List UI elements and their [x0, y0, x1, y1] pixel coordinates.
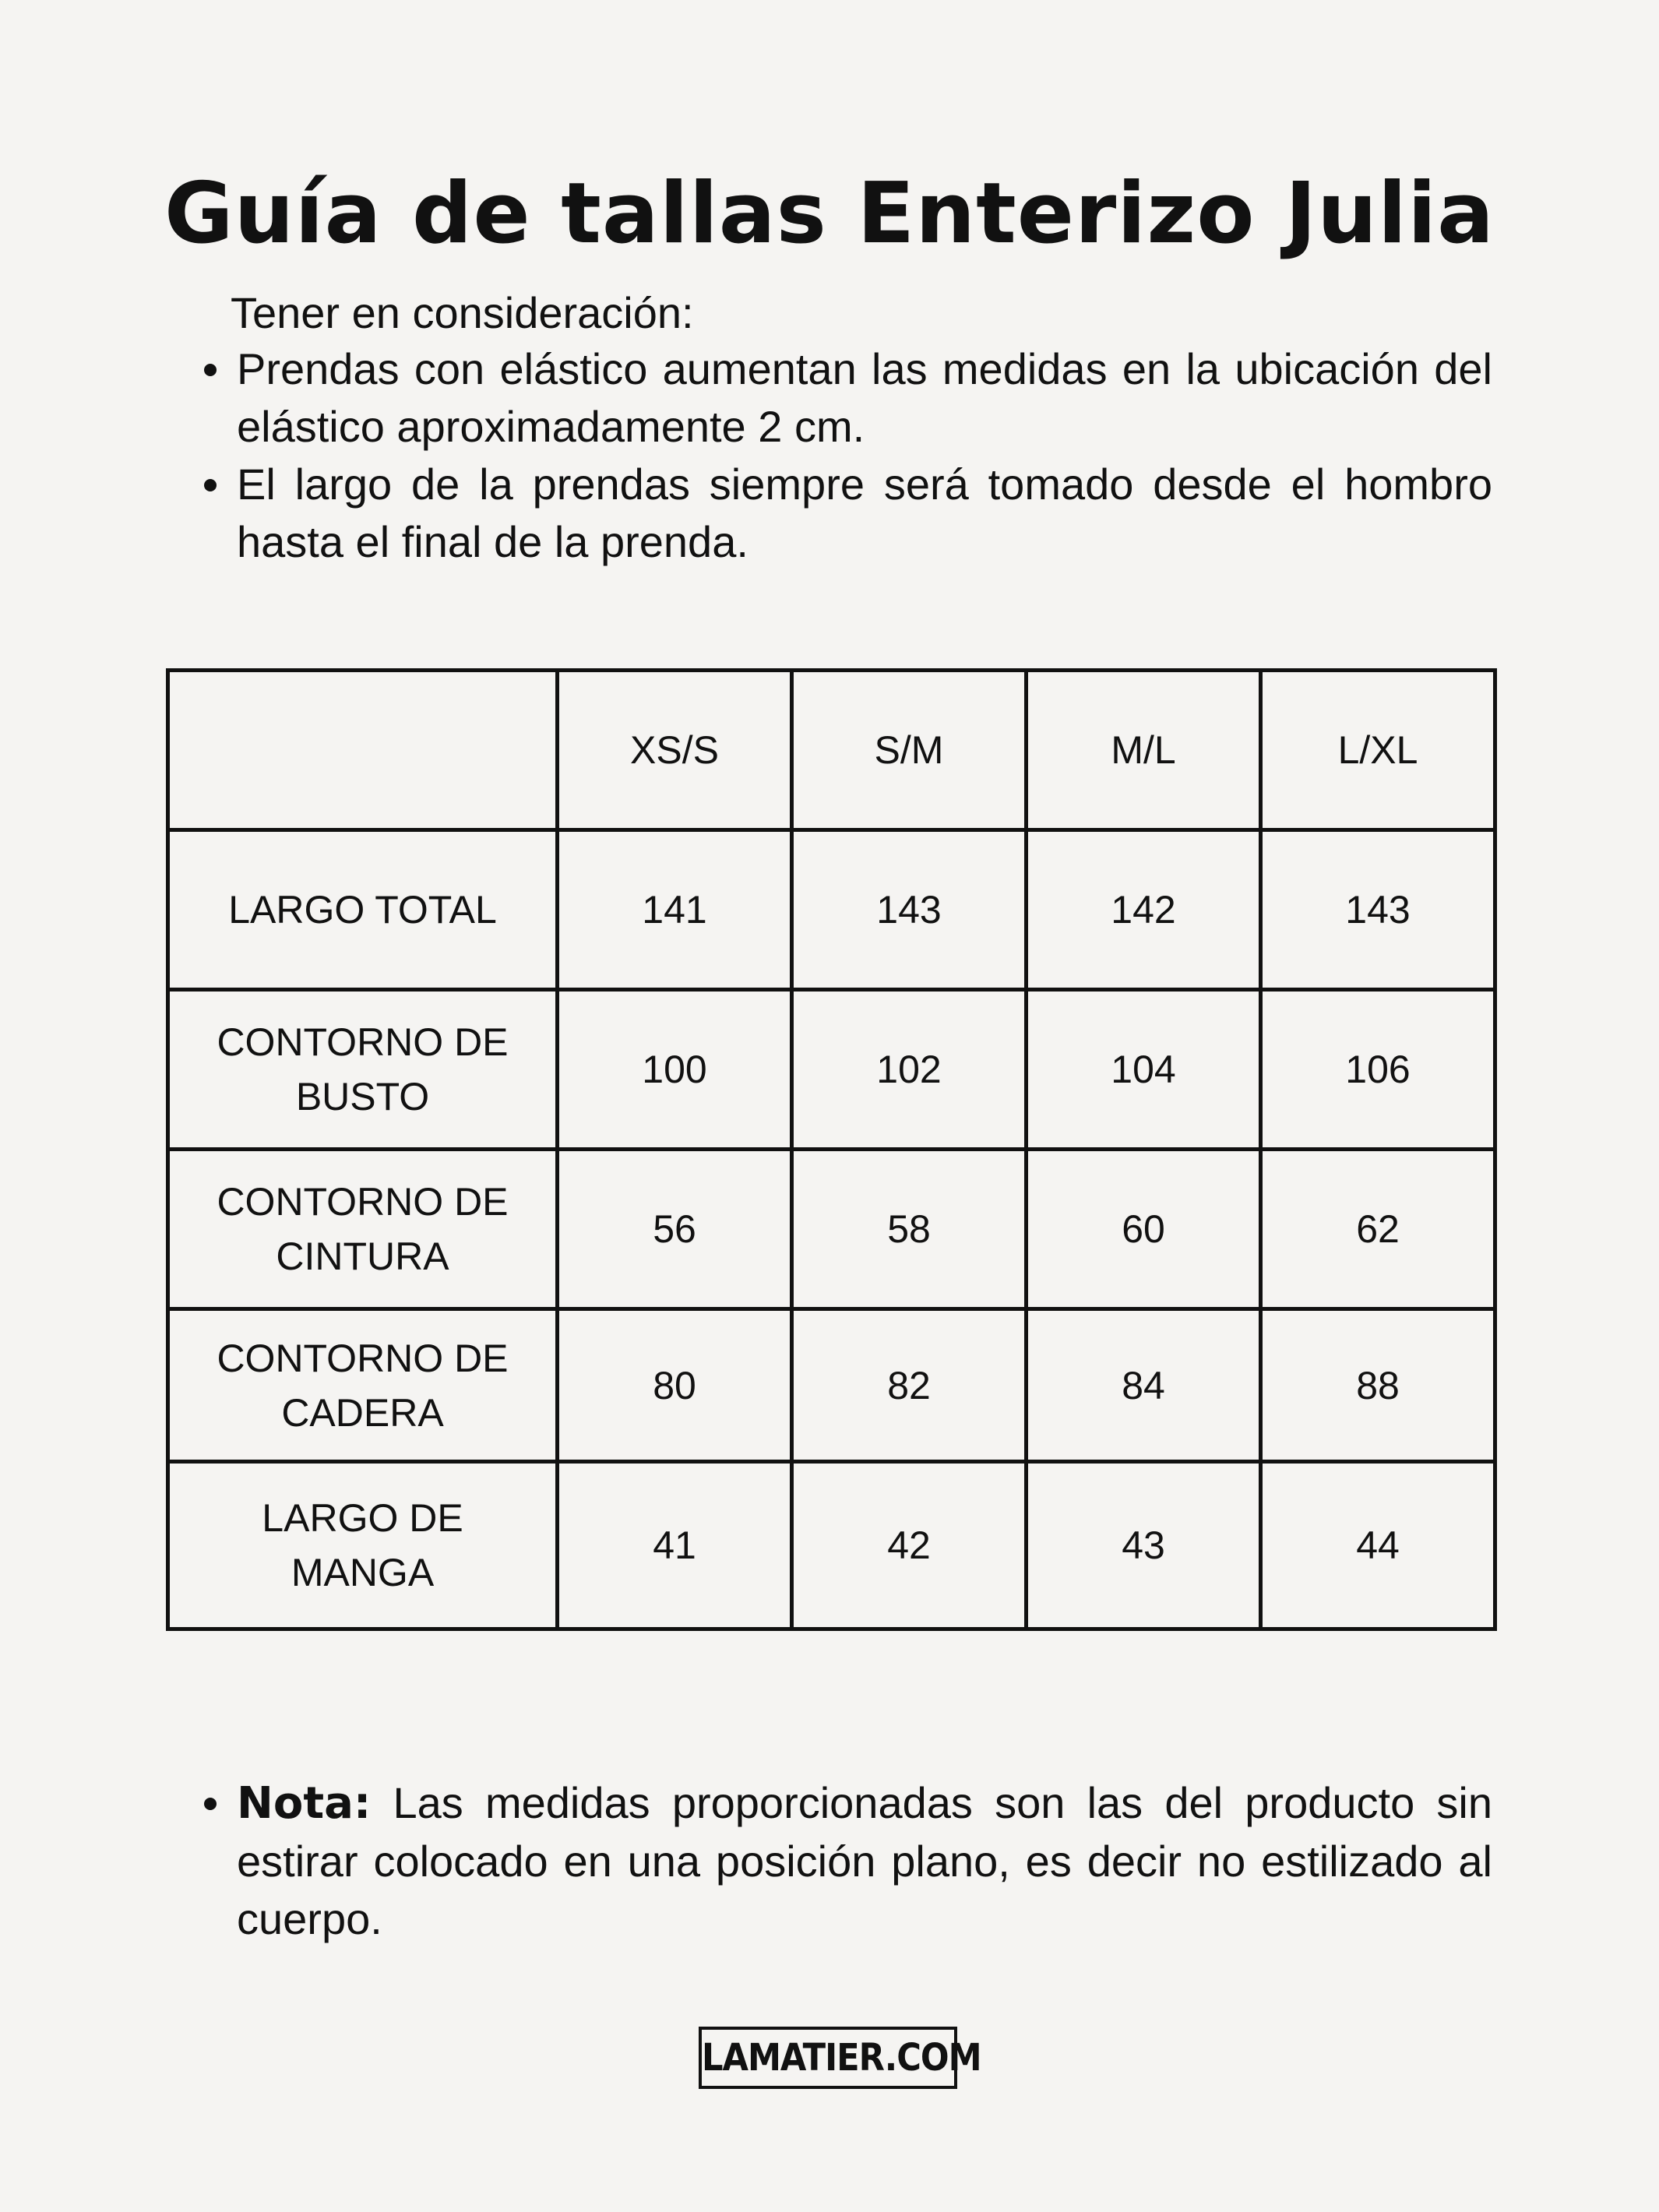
table-cell: 143 [1261, 830, 1495, 990]
column-header: M/L [1027, 671, 1261, 830]
row-label: CONTORNO DE CADERA [168, 1309, 558, 1462]
table-cell: 84 [1027, 1309, 1261, 1462]
row-label: CONTORNO DE CINTURA [168, 1150, 558, 1309]
row-label: LARGO DE MANGA [168, 1462, 558, 1629]
table-row [168, 1462, 1495, 1629]
bullet-icon [204, 1798, 217, 1810]
bullet-icon [204, 364, 217, 376]
table-cell: 100 [558, 990, 792, 1150]
table-cell: 104 [1027, 990, 1261, 1150]
table-cell: 41 [558, 1462, 792, 1629]
list-item [193, 1774, 1492, 1948]
bullet-text: El largo de la prendas siempre será tomado desde el hombro hasta el final de la prenda. [237, 460, 1492, 566]
row-label: CONTORNO DE BUSTO [168, 990, 558, 1150]
table-cell: 56 [558, 1150, 792, 1309]
table-cell: 88 [1261, 1309, 1495, 1462]
table-cell: 58 [792, 1150, 1027, 1309]
considerations-list [193, 340, 1492, 571]
intro-text: Tener en consideración: [231, 288, 694, 337]
table-cell: 143 [792, 830, 1027, 990]
table-cell: 142 [1027, 830, 1261, 990]
website-badge: LAMATIER.COM [699, 2027, 957, 2089]
column-header: XS/S [558, 671, 792, 830]
table-row [168, 1150, 1495, 1309]
list-item [193, 340, 1492, 456]
table-cell: 80 [558, 1309, 792, 1462]
list-item [193, 456, 1492, 571]
size-table [166, 668, 1497, 1631]
table-cell: 44 [1261, 1462, 1495, 1629]
column-header: S/M [792, 671, 1027, 830]
note-list [193, 1774, 1492, 1948]
table-cell: 102 [792, 990, 1027, 1150]
table-row [168, 1309, 1495, 1462]
table-cell: 106 [1261, 990, 1495, 1150]
table-cell: 42 [792, 1462, 1027, 1629]
bullet-icon [204, 479, 217, 491]
row-label: LARGO TOTAL [168, 830, 558, 990]
bullet-text: Prendas con elástico aumentan las medidas en la ubicación del elástico aproximadamente 2 cm. [237, 344, 1492, 451]
table-cell: 141 [558, 830, 792, 990]
table-cell: 60 [1027, 1150, 1261, 1309]
table-row [168, 830, 1495, 990]
table-row [168, 990, 1495, 1150]
page-title: Guía de tallas Enterizo Julia [164, 165, 1495, 262]
column-header: L/XL [1261, 671, 1495, 830]
note-text: Las medidas proporcionadas son las del producto sin estirar colocado en una posición plano, es decir no estilizado al cuerpo. [237, 1778, 1492, 1943]
table-cell: 82 [792, 1309, 1027, 1462]
table-cell: 62 [1261, 1150, 1495, 1309]
table-header-row [168, 671, 1495, 830]
table-cell: 43 [1027, 1462, 1261, 1629]
note-label: Nota: [237, 1778, 372, 1829]
table-corner-cell [168, 671, 558, 830]
